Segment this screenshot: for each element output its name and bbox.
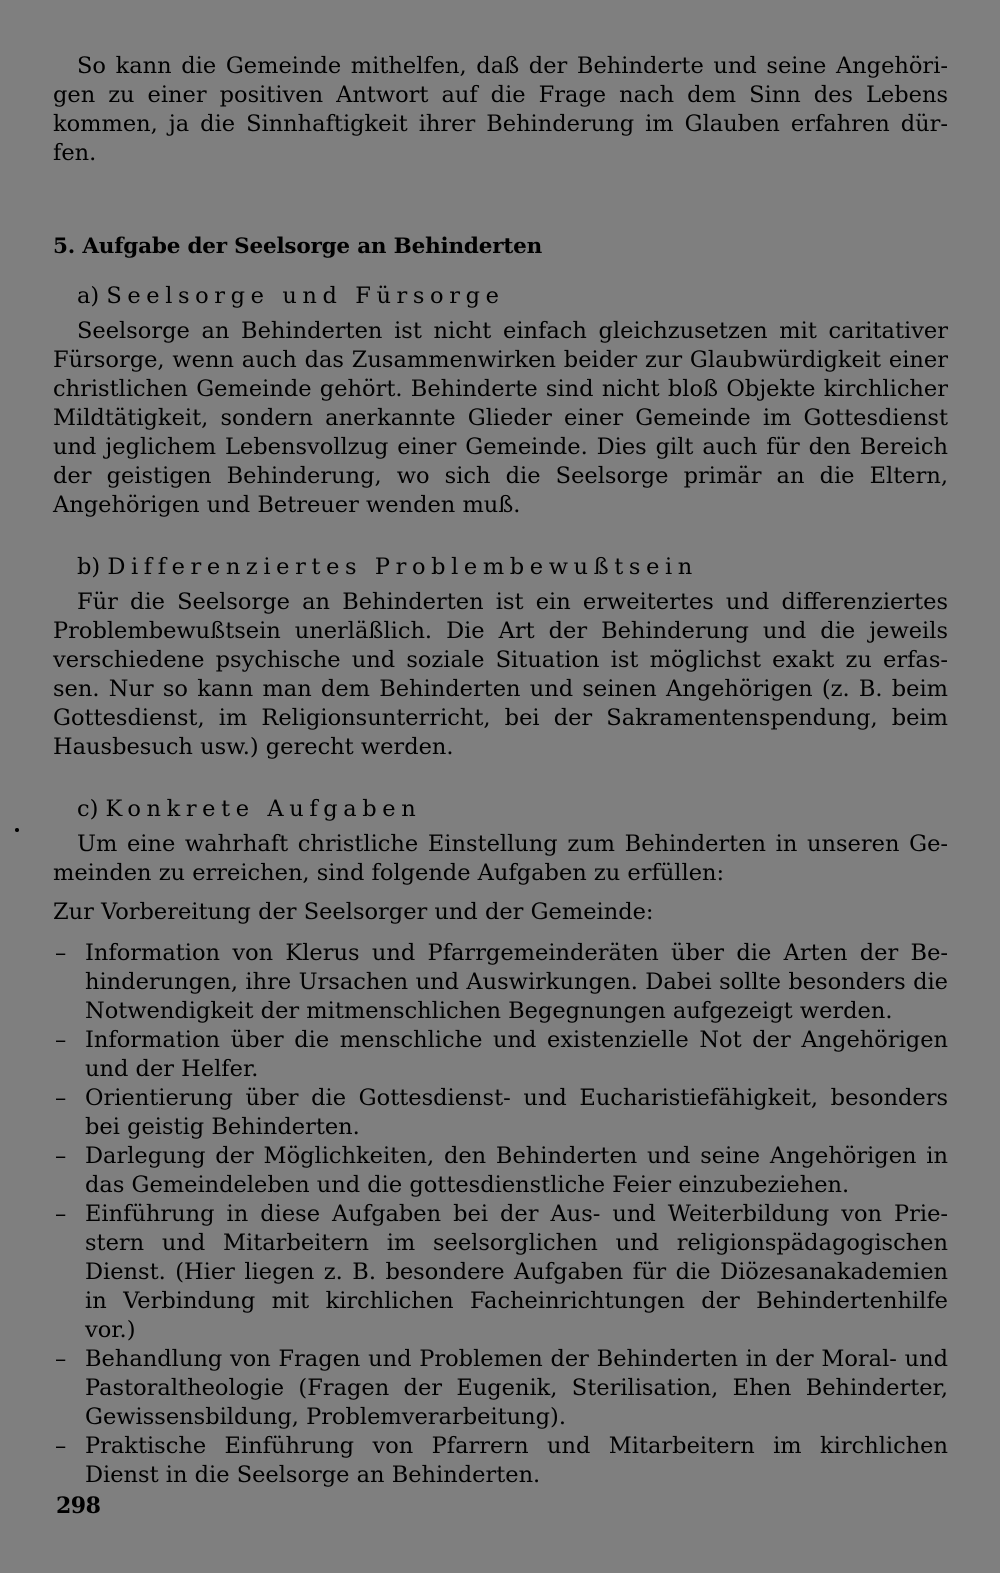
intro-paragraph: So kann die Gemeinde mithelfen, daß der Behinderte und seine Angehörigen zu einer positiven Antwort auf die Frage nach dem Sinn des Lebens kommen, ja die Sinnhaftigkeit ihrer Behinderung im Glauben erfahren dürfen.: [53, 53, 948, 166]
list-item-text: Information von Klerus und Pfarrgemeinderäten über die Arten der Behinderungen, ihre Ursachen und Auswirkungen. Dabei sollte besonders die Notwendigkeit der mitmenschlichen Begegnungen aufgezeigt werden.: [85, 940, 948, 1024]
page-number: 298: [56, 1493, 101, 1519]
list-item: [53, 939, 948, 1026]
subsection-c-letter: c): [77, 796, 99, 822]
subsection-c-title: Konkrete Aufgaben: [105, 796, 422, 822]
dash-marker: –: [55, 1433, 67, 1459]
dash-marker: –: [55, 1346, 67, 1372]
list-item-text: Darlegung der Möglichkeiten, den Behinderten und seine Angehörigen in das Gemeindeleben und die gottesdienstliche Feier einzubeziehen.: [85, 1143, 948, 1198]
list-item-text: Orientierung über die Gottesdienst- und Eucharistiefähigkeit, besonders bei geistig Behinderten.: [85, 1085, 948, 1140]
dash-marker: –: [55, 940, 67, 966]
list-item-text: Information über die menschliche und existenzielle Not der Angehörigen und der Helfer.: [85, 1027, 948, 1082]
list-item-text: Behandlung von Fragen und Problemen der Behinderten in der Moral- und Pastoraltheologie (Fragen der Eugenik, Sterilisation, Ehen Behinderter, Gewissensbildung, Problemverarbeitung).: [85, 1346, 948, 1430]
list-item: [53, 1142, 948, 1200]
list-item-text: Praktische Einführung von Pfarrern und Mitarbeitern im kirchlichen Dienst in die Seelsorge an Behinderten.: [85, 1433, 948, 1488]
subsection-c-lead: Zur Vorbereitung der Seelsorger und der Gemeinde:: [53, 899, 654, 925]
section-heading: 5. Aufgabe der Seelsorge an Behinderten: [53, 234, 543, 259]
task-list: [53, 939, 948, 1490]
list-item-text: Einführung in diese Aufgaben bei der Aus- und Weiterbildung von Priestern und Mitarbeitern im seelsorglichen und religionspädagogischen Dienst. (Hier liegen z. B. besondere Aufgaben für die Diözesanakademien in Verbindung mit kirchlichen Facheinrichtungen der Behindertenhilfe vor.): [85, 1201, 948, 1343]
subsection-a-heading: [77, 282, 948, 311]
dash-marker: –: [55, 1201, 67, 1227]
subsection-b-title: Differenziertes Problembewußtsein: [107, 554, 698, 580]
list-item: [53, 1026, 948, 1084]
subsection-a-letter: a): [77, 283, 100, 309]
list-item: [53, 1432, 948, 1490]
dash-marker: –: [55, 1027, 67, 1053]
subsection-a-title: Seelsorge und Fürsorge: [106, 283, 505, 309]
list-item: [53, 1345, 948, 1432]
dash-marker: –: [55, 1143, 67, 1169]
list-item: [53, 1084, 948, 1142]
scan-speck: [15, 828, 19, 832]
subsection-c-heading: [77, 795, 948, 824]
page-content: [53, 52, 948, 1490]
dash-marker: –: [55, 1085, 67, 1111]
subsection-b-letter: b): [77, 554, 101, 580]
subsection-b-text: Für die Seelsorge an Behinderten ist ein erweitertes und differenziertes Problembewußtsein unerläßlich. Die Art der Behinderung und die jeweils verschiedene psychische und soziale Situation ist möglichst exakt zu erfassen. Nur so kann man dem Behinderten und seinen Angehörigen (z. B. beim Gottesdienst, im Religionsunterricht, bei der Sakramentenspendung, beim Hausbesuch usw.) gerecht werden.: [53, 589, 948, 760]
subsection-b-heading: [77, 553, 948, 582]
subsection-c-text: Um eine wahrhaft christliche Einstellung zum Behinderten in unseren Gemeinden zu erreichen, sind folgende Aufgaben zu erfüllen:: [53, 831, 948, 886]
list-item: [53, 1200, 948, 1345]
subsection-a-text: Seelsorge an Behinderten ist nicht einfach gleichzusetzen mit caritativer Fürsorge, wenn auch das Zusammenwirken beider zur Glaubwürdigkeit einer christlichen Gemeinde gehört. Behinderte sind nicht bloß Objekte kirchlicher Mildtätigkeit, sondern anerkannte Glieder einer Gemeinde im Gottesdienst und jeglichem Lebensvollzug einer Gemeinde. Dies gilt auch für den Bereich der geistigen Behinderung, wo sich die Seelsorge primär an die Eltern, Angehörigen und Betreuer wenden muß.: [53, 318, 948, 518]
